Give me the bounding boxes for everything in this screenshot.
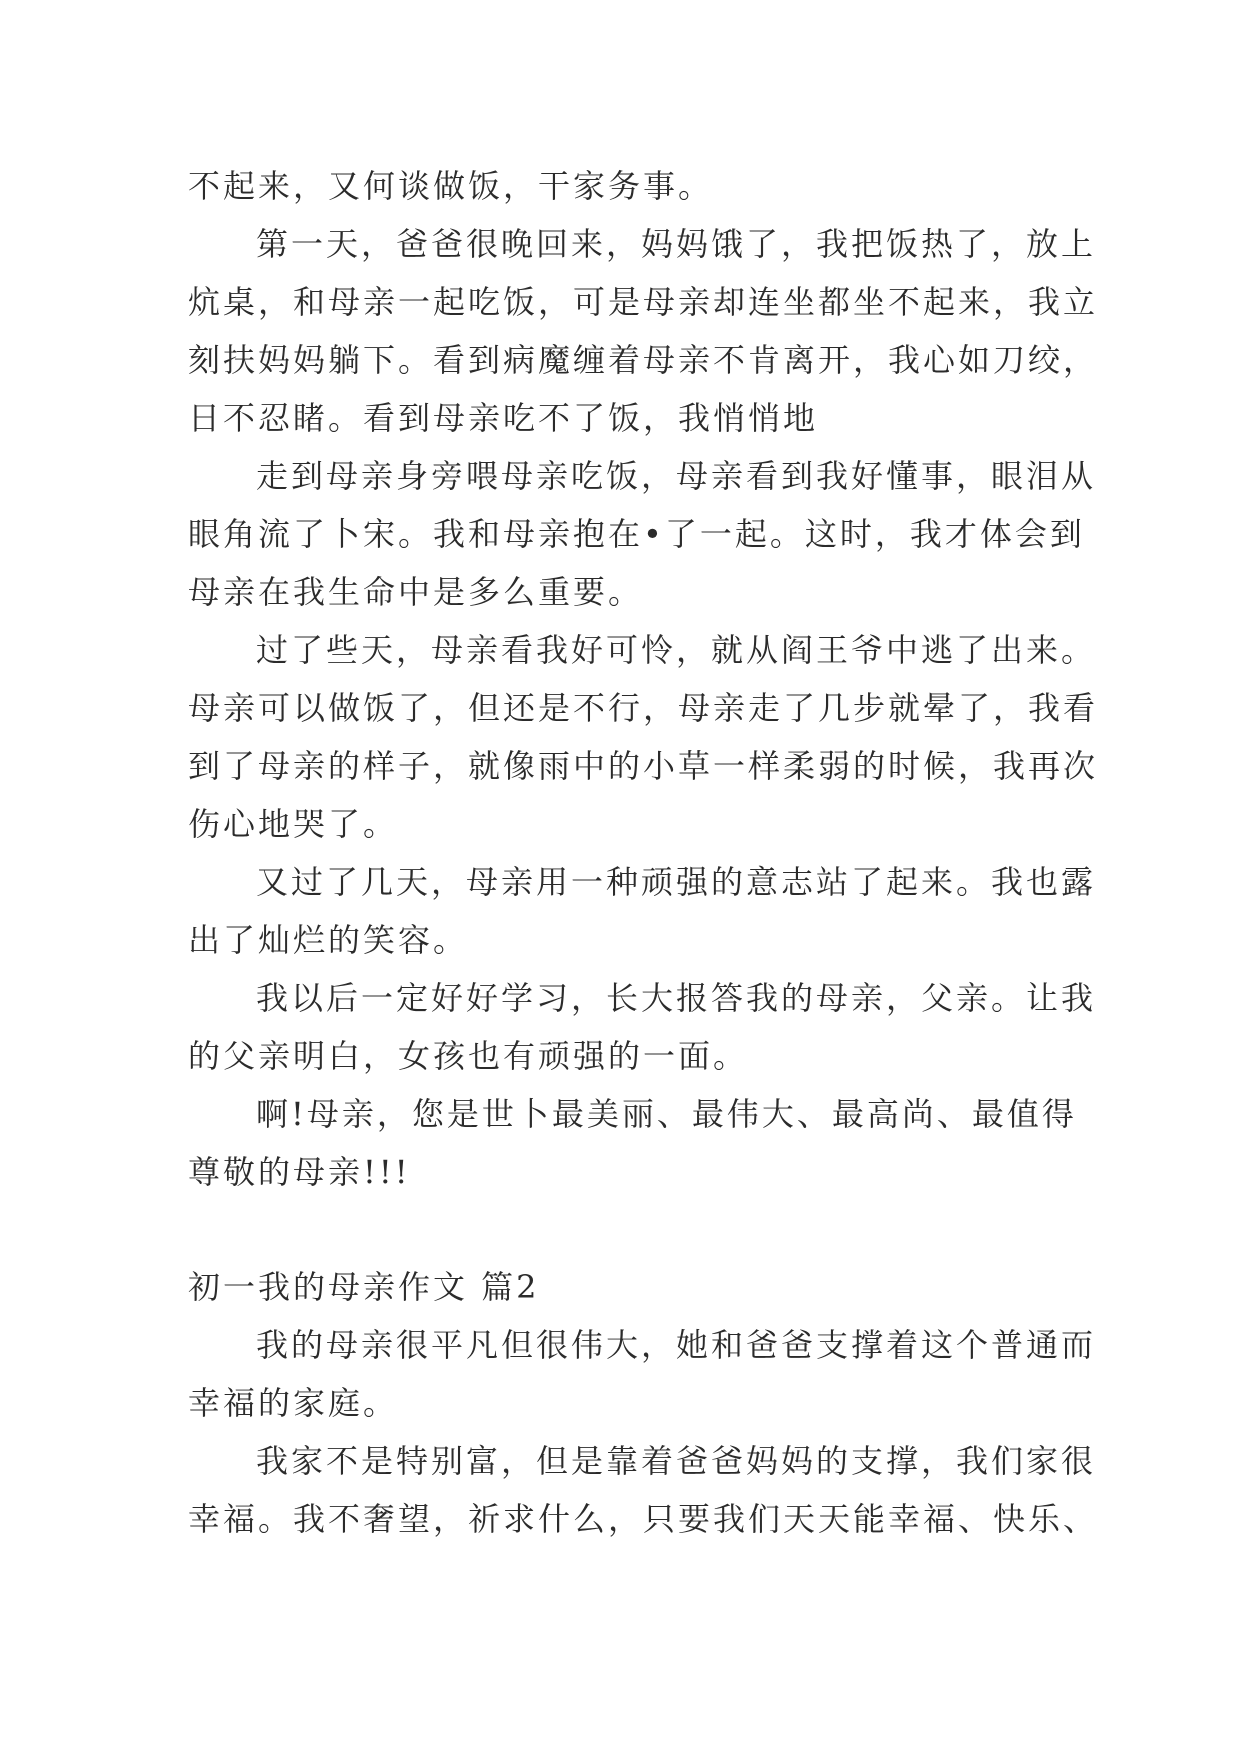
text-line: 眼角流了卜宋。我和母亲抱在•了一起。这时，我才体会到 (188, 515, 1085, 553)
paragraph-first-line: 啊!母亲，您是世卜最美丽、最伟大、最高尚、最值得 (256, 1095, 1077, 1133)
paragraph-first-line: 我以后一定好好学习，长大报答我的母亲，父亲。让我 (256, 979, 1097, 1017)
text-line: 尊敬的母亲!!! (188, 1153, 411, 1191)
text-line: 的父亲明白，女孩也有顽强的一面。 (188, 1037, 749, 1075)
text-line: 伤心地哭了。 (188, 805, 399, 843)
paragraph-first-line: 过了些天，母亲看我好可怜，就从阎王爷中逃了出来。 (256, 631, 1097, 669)
paragraph-first-line: 又过了几天，母亲用一种顽强的意志站了起来。我也露 (256, 863, 1097, 901)
text-line: 出了灿烂的笑容。 (188, 921, 469, 959)
text-line: 日不忍睹。看到母亲吃不了饭，我悄悄地 (188, 399, 819, 437)
text-line: 不起来，又何谈做饭，干家务事。 (188, 167, 714, 205)
text-line: 刻扶妈妈躺下。看到病魔缠着母亲不肯离开，我心如刀绞， (188, 341, 1099, 379)
paragraph-first-line: 走到母亲身旁喂母亲吃饭，母亲看到我好懂事，眼泪从 (256, 457, 1097, 495)
paragraph-first-line: 我的母亲很平凡但很伟大，她和爸爸支撑着这个普通而 (256, 1326, 1097, 1364)
text-line: 炕桌，和母亲一起吃饭，可是母亲却连坐都坐不起来，我立 (188, 283, 1099, 321)
text-line: 母亲在我生命中是多么重要。 (188, 573, 644, 611)
text-line: 幸福的家庭。 (188, 1384, 399, 1422)
text-line: 母亲可以做饭了，但还是不行，母亲走了几步就晕了，我看 (188, 689, 1099, 727)
paragraph-first-line: 我家不是特别富，但是靠着爸爸妈妈的支撑，我们家很 (256, 1442, 1097, 1480)
paragraph-first-line: 第一天，爸爸很晚回来，妈妈饿了，我把饭热了，放上 (256, 225, 1097, 263)
section-heading: 初一我的母亲作文 篇2 (188, 1268, 540, 1306)
text-line: 幸福。我不奢望，祈求什么，只要我们天天能幸福、快乐、 (188, 1500, 1099, 1538)
text-line: 到了母亲的样子，就像雨中的小草一样柔弱的时候，我再次 (188, 747, 1099, 785)
